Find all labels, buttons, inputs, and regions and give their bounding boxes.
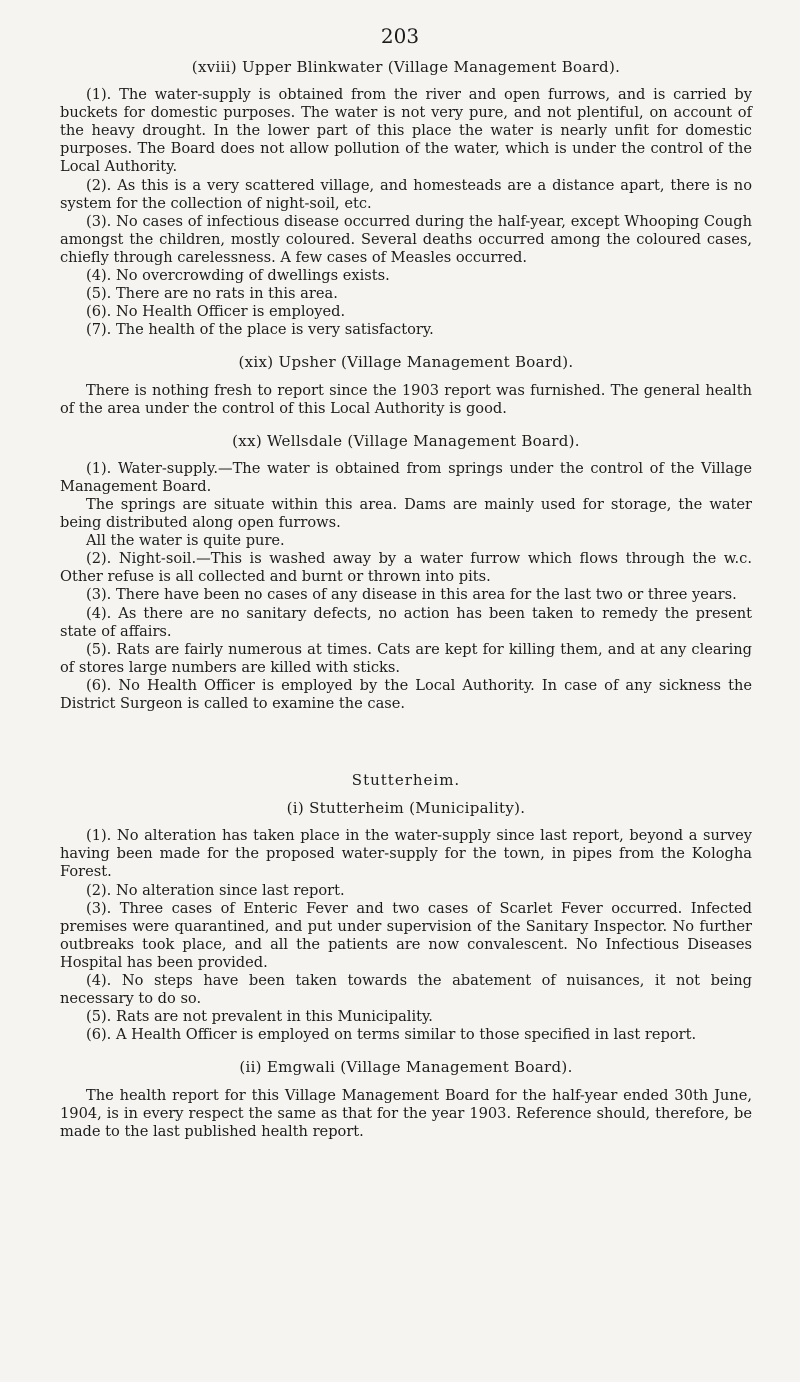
paragraph: All the water is quite pure. xyxy=(86,532,285,550)
paragraph: (6). A Health Officer is employed on terms similar to those specified in last report. xyxy=(86,1026,697,1044)
paragraph: (4). No steps have been taken towards the abatement of nuisances, it not being necessary to do so. xyxy=(60,972,752,1008)
paragraph: (5). Rats are not prevalent in this Municipality. xyxy=(86,1008,433,1026)
section-heading-stutterheim-municipality: (i) Stutterheim (Municipality). xyxy=(286,799,526,818)
paragraph: (3). No cases of infectious disease occurred during the half-year, except Whooping Cough amongst the children, mostly coloured. Several deaths occurred among the coloured cases, chiefly through carelessness. A few cases of Measles occurred. xyxy=(60,212,752,266)
paragraph: (6). No Health Officer is employed. xyxy=(86,303,346,321)
paragraph: (1). No alteration has taken place in the water-supply since last report, beyond a survey having been made for the proposed water-supply for the town, in pipes from the Kologha Forest. xyxy=(60,827,752,881)
paragraph: (2). As this is a very scattered village, and homesteads are a distance apart, there is no system for the collection of night-soil, etc. xyxy=(60,176,752,212)
section-heading-emgwali: (ii) Emgwali (Village Management Board). xyxy=(239,1058,573,1077)
paragraph: (6). No Health Officer is employed by the Local Authority. In case of any sickness the District Surgeon is called to examine the case. xyxy=(60,676,752,712)
paragraph: (5). Rats are fairly numerous at times. Cats are kept for killing them, and at any clearing of stores large numbers are killed with sticks. xyxy=(60,640,752,676)
document-body xyxy=(60,58,752,1141)
paragraph: (2). No alteration since last report. xyxy=(86,881,345,899)
paragraph: (5). There are no rats in this area. xyxy=(86,285,338,303)
paragraph: (2). Night-soil.—This is washed away by a water furrow which flows through the w.c. Other refuse is all collected and burnt or thrown into pits. xyxy=(60,550,752,586)
section-heading-upsher: (xix) Upsher (Village Management Board). xyxy=(238,353,574,372)
paragraph: The springs are situate within this area. Dams are mainly used for storage, the water being distributed along open furrows. xyxy=(60,495,752,532)
page-number: 203 xyxy=(380,24,420,48)
section-heading-upper-blinkwater: (xviii) Upper Blinkwater (Village Management Board). xyxy=(191,58,621,76)
paragraph: (7). The health of the place is very satisfactory. xyxy=(86,321,434,339)
paragraph: (3). Three cases of Enteric Fever and two cases of Scarlet Fever occurred. Infected premises were quarantined, and put under supervision of the Sanitary Inspector. No further outbreaks took place, and all the patients are now convalescent. No Infectious Diseases Hospital has been provided. xyxy=(60,899,752,971)
district-title-stutterheim: Stutterheim. xyxy=(351,771,461,790)
paragraph: (4). No overcrowding of dwellings exists. xyxy=(86,267,390,285)
paragraph: (1). The water-supply is obtained from the river and open furrows, and is carried by buckets for domestic purposes. The water is not very pure, and not plentiful, on account of the heavy drought. In the lower part of this place the water is nearly unfit for domestic purposes. The Board does not allow pollution of the water, which is under the control of the Local Authority. xyxy=(60,86,752,176)
section-heading-wellsdale: (xx) Wellsdale (Village Management Board). xyxy=(232,431,580,450)
paragraph: (3). There have been no cases of any disease in this area for the last two or three years. xyxy=(86,586,737,604)
paragraph: (1). Water-supply.—The water is obtained from springs under the control of the Village Management Board. xyxy=(60,459,752,495)
paragraph: There is nothing fresh to report since the 1903 report was furnished. The general health of the area under the control of this Local Authority is good. xyxy=(60,381,752,417)
paragraph: The health report for this Village Management Board for the half-year ended 30th June, 1904, is in every respect the same as that for the year 1903. Reference should, therefore, be made to the last published health report. xyxy=(60,1086,752,1140)
paragraph: (4). As there are no sanitary defects, no action has been taken to remedy the present state of affairs. xyxy=(60,604,752,640)
